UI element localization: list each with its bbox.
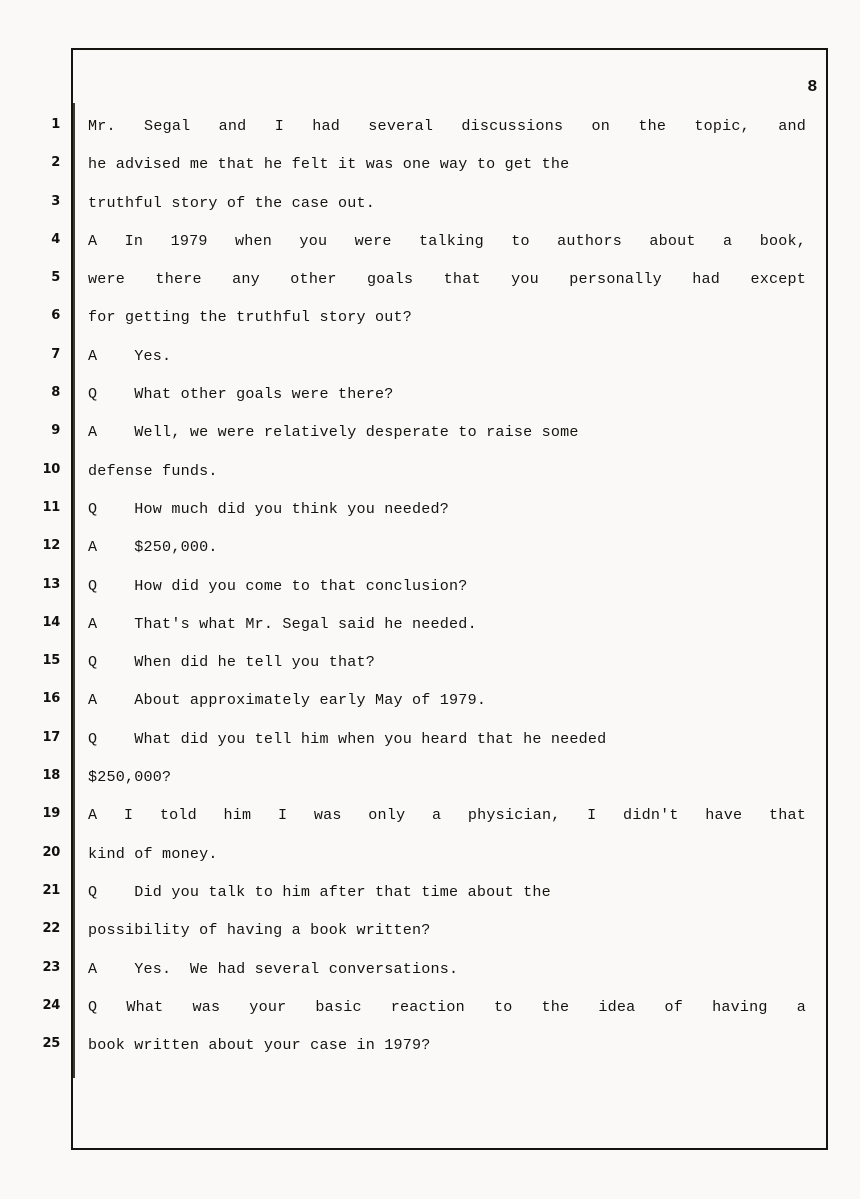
transcript-line: [0, 223, 860, 261]
transcript-line: [0, 797, 860, 835]
line-number: 16: [42, 691, 60, 707]
line-number: 11: [42, 499, 60, 515]
line-text: A Well, we were relatively desperate to raise some: [88, 423, 579, 442]
transcript-line: [0, 338, 860, 376]
transcript-line: [0, 606, 860, 644]
line-text: he advised me that he felt it was one way to get the: [88, 155, 570, 174]
transcript-line: [0, 108, 860, 146]
line-number: 17: [42, 729, 60, 745]
transcript-line: [0, 989, 860, 1027]
line-text: A Yes. We had several conversations.: [88, 959, 459, 978]
transcript-line: [0, 453, 860, 491]
line-number: 25: [42, 1036, 60, 1052]
transcript-line: [0, 491, 860, 529]
transcript-line: [0, 912, 860, 950]
line-number: 8: [51, 385, 60, 401]
transcript-line: [0, 644, 860, 682]
line-number: 12: [42, 538, 60, 554]
line-number: 3: [51, 193, 60, 209]
line-text: A I told him I was only a physician, I didn't have that: [88, 806, 806, 825]
line-text: defense funds.: [88, 461, 218, 480]
transcript-line: [0, 146, 860, 184]
line-number: 22: [42, 921, 60, 937]
transcript-line: [0, 836, 860, 874]
line-text: A In 1979 when you were talking to authors about a book,: [88, 231, 806, 250]
line-number: 21: [42, 882, 60, 898]
line-number: 2: [51, 155, 60, 171]
line-number: 19: [42, 806, 60, 822]
line-text: Q How much did you think you needed?: [88, 499, 450, 518]
line-number: 4: [51, 231, 60, 247]
transcript-body: [0, 108, 860, 1065]
line-text: Q What was your basic reaction to the idea of having a: [88, 997, 806, 1016]
line-number: 6: [51, 308, 60, 324]
line-text: Q What other goals were there?: [88, 385, 394, 404]
line-number: 23: [42, 959, 60, 975]
page-number: 8: [807, 78, 818, 97]
line-text: $250,000?: [88, 768, 172, 787]
transcript-line: [0, 185, 860, 223]
line-text: Q What did you tell him when you heard that he needed: [88, 729, 607, 748]
line-text: were there any other goals that you personally had except: [88, 270, 806, 289]
line-number: 18: [42, 768, 60, 784]
line-number: 20: [42, 844, 60, 860]
transcript-line: [0, 682, 860, 720]
line-text: Mr. Segal and I had several discussions on the topic, and: [88, 117, 806, 135]
line-text: kind of money.: [88, 844, 218, 863]
line-text: A $250,000.: [88, 538, 218, 557]
transcript-line: [0, 568, 860, 606]
line-number: 9: [51, 423, 60, 439]
line-number: 1: [51, 117, 60, 132]
line-text: for getting the truthful story out?: [88, 308, 413, 327]
transcript-line: [0, 529, 860, 567]
line-number: 15: [42, 653, 60, 669]
transcript-line: [0, 376, 860, 414]
transcript-line: [0, 721, 860, 759]
transcript-line: [0, 874, 860, 912]
line-number: 13: [42, 576, 60, 592]
line-text: A That's what Mr. Segal said he needed.: [88, 614, 477, 633]
transcript-line: [0, 759, 860, 797]
line-text: A About approximately early May of 1979.: [88, 691, 487, 710]
transcript-line: [0, 1027, 860, 1065]
line-text: Q How did you come to that conclusion?: [88, 576, 468, 595]
line-text: possibility of having a book written?: [88, 921, 431, 940]
transcript-line: [0, 261, 860, 299]
line-text: book written about your case in 1979?: [88, 1036, 431, 1055]
transcript-line: [0, 951, 860, 989]
line-text: A Yes.: [88, 346, 172, 365]
line-number: 10: [42, 461, 60, 477]
line-number: 7: [51, 346, 60, 362]
line-text: Q When did he tell you that?: [88, 653, 375, 672]
line-number: 24: [42, 997, 60, 1013]
line-number: 5: [51, 270, 60, 286]
line-number: 14: [42, 614, 60, 630]
transcript-line: [0, 414, 860, 452]
line-text: truthful story of the case out.: [88, 193, 375, 212]
transcript-line: [0, 299, 860, 337]
line-text: Q Did you talk to him after that time about the: [88, 882, 551, 901]
